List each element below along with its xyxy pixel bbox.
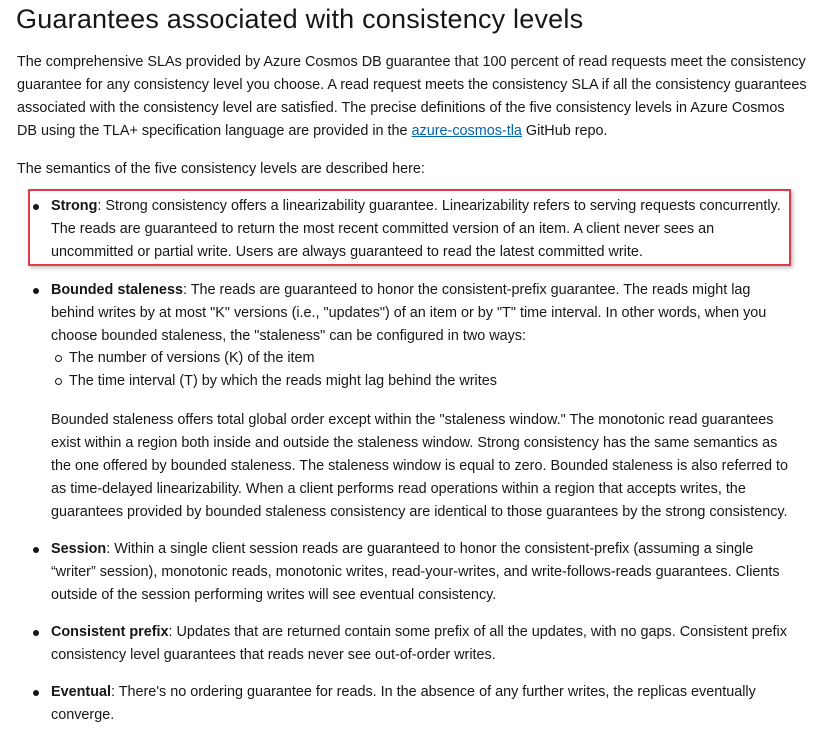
level-description: : The reads are guaranteed to honor the consistent-prefix guarantee. The reads might lag behind writes by at most "K" versions (i.e., "updates") of an item or by "T" time interval. In other words, when you choose bounded staleness, the "staleness" can be configured in two ways: xyxy=(51,282,767,344)
level-description: : Updates that are returned contain some prefix of all the updates, with no gaps. Consistent prefix consistency level guarantees that reads never see out-of-order writes. xyxy=(51,624,787,663)
level-name: Session xyxy=(51,541,107,557)
bounded-staleness-detail: Bounded staleness offers total global order except within the "staleness window." The monotonic read guarantees exist within a region both inside and outside the staleness window. Strong consistency has the same semantics as the one offered by bounded staleness. The staleness window is equal to zero. Bounded staleness is also referred to as time-delayed linearizability. When a client performs read operations within a region that accepts writes, the guarantees provided by bounded staleness consistency are identical to those guarantees by the strong consistency. xyxy=(51,412,789,520)
list-item-bounded-staleness xyxy=(51,279,791,348)
level-description: : There's no ordering guarantee for reads. In the absence of any further writes, the replicas eventually converge. xyxy=(51,684,756,723)
list-item-eventual xyxy=(51,681,791,727)
intro-paragraph xyxy=(17,51,807,143)
azure-cosmos-tla-link[interactable]: azure-cosmos-tla xyxy=(411,123,522,139)
page-title: Guarantees associated with consistency levels xyxy=(16,4,584,34)
list-item-session xyxy=(51,538,791,607)
sub-item-time-interval: The time interval (T) by which the reads might lag behind the writes xyxy=(69,370,497,393)
intro-text-end: GitHub repo. xyxy=(521,123,608,139)
sub-item-versions: The number of versions (K) of the item xyxy=(69,347,315,370)
level-name: Eventual xyxy=(51,684,111,700)
level-description: : Strong consistency offers a linearizability guarantee. Linearizability refers to serving requests concurrently. The reads are guaranteed to return the most recent committed version of an item. A client never sees an uncommitted or partial write. Users are always guaranteed to read the latest committed write. xyxy=(51,198,781,260)
level-name: Strong xyxy=(51,198,98,214)
list-item-consistent-prefix xyxy=(51,621,791,667)
level-name: Consistent prefix xyxy=(51,624,169,640)
intro-text: The comprehensive SLAs provided by Azure Cosmos DB guarantee that 100 percent of read requests meet the consistency guarantee for any consistency level you choose. A read request meets the consistency SLA if all the consistency guarantees associated with the consistency level are satisfied. The precise definitions of the five consistency levels in Azure Cosmos DB using the TLA+ specification language are provided in the xyxy=(17,54,807,139)
level-name: Bounded staleness xyxy=(51,282,183,298)
list-item-strong xyxy=(51,195,791,264)
semantics-intro: The semantics of the five consistency levels are described here: xyxy=(17,161,425,177)
level-description: : Within a single client session reads are guaranteed to honor the consistent-prefix (assuming a single “writer” session), monotonic reads, monotonic writes, read-your-writes, and write-follows-reads guarantees. Clients outside of the session performing writes will see eventual consistency. xyxy=(51,541,780,603)
